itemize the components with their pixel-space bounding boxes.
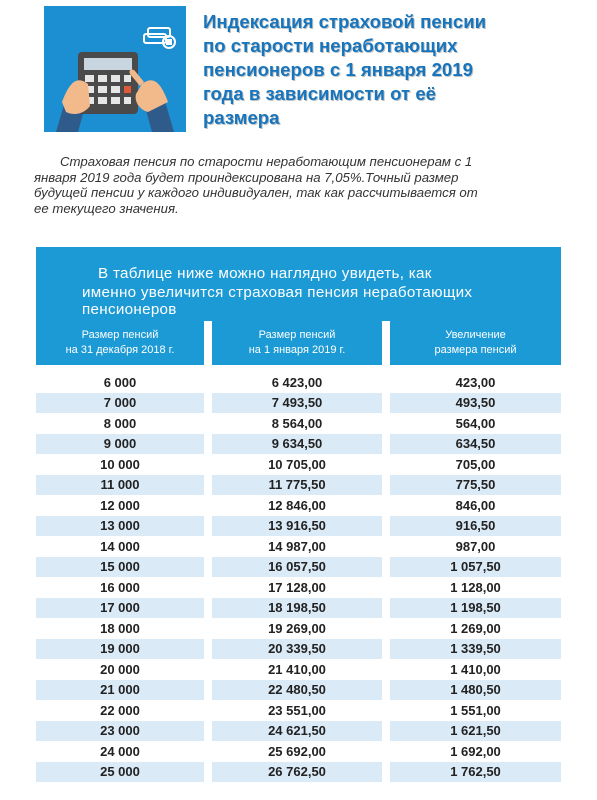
table-row bbox=[36, 598, 561, 619]
title-line: пенсионеров с 1 января 2019 bbox=[203, 59, 473, 80]
table-row bbox=[36, 659, 561, 680]
table-row bbox=[36, 741, 561, 762]
header-text: на 1 января 2019 г. bbox=[248, 344, 346, 356]
old-pension-cell: 7 000 bbox=[36, 393, 204, 414]
table-row bbox=[36, 434, 561, 455]
new-pension-cell: 7 493,50 bbox=[212, 393, 382, 414]
table-row bbox=[36, 516, 561, 537]
new-pension-cell: 13 916,50 bbox=[212, 516, 382, 537]
table-row bbox=[36, 372, 561, 393]
increase-cell: 987,00 bbox=[455, 538, 496, 554]
old-pension-cell: 6 000 bbox=[103, 374, 137, 390]
table-row bbox=[36, 762, 561, 783]
new-pension-cell: 18 198,50 bbox=[212, 598, 382, 619]
table-row bbox=[36, 721, 561, 742]
old-pension-cell: 15 000 bbox=[36, 557, 204, 578]
title-line: Индексация страховой пенсии bbox=[203, 11, 487, 32]
new-pension-cell: 26 762,50 bbox=[212, 762, 382, 783]
title-line: размера bbox=[203, 107, 280, 128]
old-pension-cell: 18 000 bbox=[100, 620, 140, 636]
old-pension-cell: 24 000 bbox=[100, 743, 140, 759]
old-pension-cell: 19 000 bbox=[36, 639, 204, 660]
table-row bbox=[36, 618, 561, 639]
calculator-illustration bbox=[44, 6, 186, 132]
column-header-new-pension bbox=[212, 321, 382, 365]
table-row bbox=[36, 536, 561, 557]
increase-cell: 1 692,00 bbox=[450, 743, 501, 759]
new-pension-cell: 25 692,00 bbox=[268, 743, 326, 759]
table-row bbox=[36, 475, 561, 496]
increase-cell: 1 410,00 bbox=[450, 661, 501, 677]
caption-line-3: пенсионеров bbox=[82, 301, 177, 318]
increase-cell: 705,00 bbox=[455, 456, 496, 472]
increase-cell: 1 269,00 bbox=[450, 620, 501, 636]
old-pension-cell: 25 000 bbox=[36, 762, 204, 783]
title-line: года в зависимости от её bbox=[203, 83, 437, 104]
header-text: Размер пенсий bbox=[81, 329, 159, 341]
new-pension-cell: 19 269,00 bbox=[268, 620, 326, 636]
table-row bbox=[36, 700, 561, 721]
old-pension-cell: 8 000 bbox=[103, 415, 137, 431]
new-pension-cell: 6 423,00 bbox=[271, 374, 323, 390]
new-pension-cell: 12 846,00 bbox=[268, 497, 326, 513]
table-row bbox=[36, 639, 561, 660]
old-pension-cell: 16 000 bbox=[100, 579, 140, 595]
title-line: по старости неработающих bbox=[203, 35, 458, 56]
new-pension-cell: 21 410,00 bbox=[268, 661, 326, 677]
table-row bbox=[36, 495, 561, 516]
increase-cell: 1 198,50 bbox=[390, 598, 561, 619]
table-row bbox=[36, 577, 561, 598]
old-pension-cell: 11 000 bbox=[36, 475, 204, 496]
column-header-old-pension bbox=[36, 321, 204, 365]
old-pension-cell: 21 000 bbox=[36, 680, 204, 701]
increase-cell: 846,00 bbox=[455, 497, 496, 513]
old-pension-cell: 12 000 bbox=[100, 497, 140, 513]
header-text: на 31 декабря 2018 г. bbox=[65, 344, 175, 356]
new-pension-cell: 16 057,50 bbox=[212, 557, 382, 578]
old-pension-cell: 14 000 bbox=[100, 538, 140, 554]
increase-cell: 1 480,50 bbox=[390, 680, 561, 701]
old-pension-cell: 13 000 bbox=[36, 516, 204, 537]
caption-line-2: именно увеличится страховая пенсия неработающих bbox=[82, 284, 473, 301]
new-pension-cell: 23 551,00 bbox=[268, 702, 326, 718]
increase-cell: 493,50 bbox=[390, 393, 561, 414]
intro-line: ее текущего значения. bbox=[34, 200, 179, 216]
new-pension-cell: 14 987,00 bbox=[268, 538, 326, 554]
money-stack-icon bbox=[142, 20, 178, 50]
old-pension-cell: 10 000 bbox=[100, 456, 140, 472]
old-pension-cell: 20 000 bbox=[100, 661, 140, 677]
increase-cell: 1 621,50 bbox=[390, 721, 561, 742]
table-row bbox=[36, 454, 561, 475]
new-pension-cell: 10 705,00 bbox=[268, 456, 326, 472]
intro-line: января 2019 года будет проиндексирована на 7,05%.Точный размер bbox=[34, 169, 459, 185]
increase-cell: 1 057,50 bbox=[390, 557, 561, 578]
caption-line: В таблице ниже можно наглядно увидеть, как bbox=[98, 265, 432, 282]
increase-cell: 634,50 bbox=[390, 434, 561, 455]
table-row bbox=[36, 413, 561, 434]
new-pension-cell: 8 564,00 bbox=[271, 415, 323, 431]
column-header-increase bbox=[390, 321, 561, 365]
increase-cell: 1 762,50 bbox=[390, 762, 561, 783]
pension-table-body bbox=[36, 372, 561, 782]
intro-paragraph bbox=[34, 154, 559, 216]
header-text: Увеличение bbox=[445, 329, 506, 341]
table-row bbox=[36, 680, 561, 701]
new-pension-cell: 22 480,50 bbox=[212, 680, 382, 701]
increase-cell: 1 128,00 bbox=[450, 579, 501, 595]
intro-line: Страховая пенсия по старости неработающим пенсионерам с 1 bbox=[60, 154, 473, 169]
caption-line bbox=[82, 284, 472, 318]
old-pension-cell: 22 000 bbox=[100, 702, 140, 718]
intro-line: будущей пенсии у каждого индивидуален, так как рассчитывается от bbox=[34, 185, 478, 200]
increase-cell: 1 339,50 bbox=[390, 639, 561, 660]
increase-cell: 423,00 bbox=[455, 374, 496, 390]
new-pension-cell: 24 621,50 bbox=[212, 721, 382, 742]
increase-cell: 1 551,00 bbox=[450, 702, 501, 718]
increase-cell: 564,00 bbox=[455, 415, 496, 431]
increase-cell: 916,50 bbox=[390, 516, 561, 537]
table-caption bbox=[36, 247, 561, 321]
old-pension-cell: 9 000 bbox=[36, 434, 204, 455]
increase-cell: 775,50 bbox=[390, 475, 561, 496]
new-pension-cell: 20 339,50 bbox=[212, 639, 382, 660]
header-text: размера пенсий bbox=[434, 344, 517, 356]
new-pension-cell: 9 634,50 bbox=[212, 434, 382, 455]
header-text: Размер пенсий bbox=[258, 329, 336, 341]
new-pension-cell: 11 775,50 bbox=[212, 475, 382, 496]
old-pension-cell: 17 000 bbox=[36, 598, 204, 619]
new-pension-cell: 17 128,00 bbox=[268, 579, 326, 595]
page-title bbox=[203, 10, 563, 130]
table-row bbox=[36, 557, 561, 578]
table-row bbox=[36, 393, 561, 414]
old-pension-cell: 23 000 bbox=[36, 721, 204, 742]
